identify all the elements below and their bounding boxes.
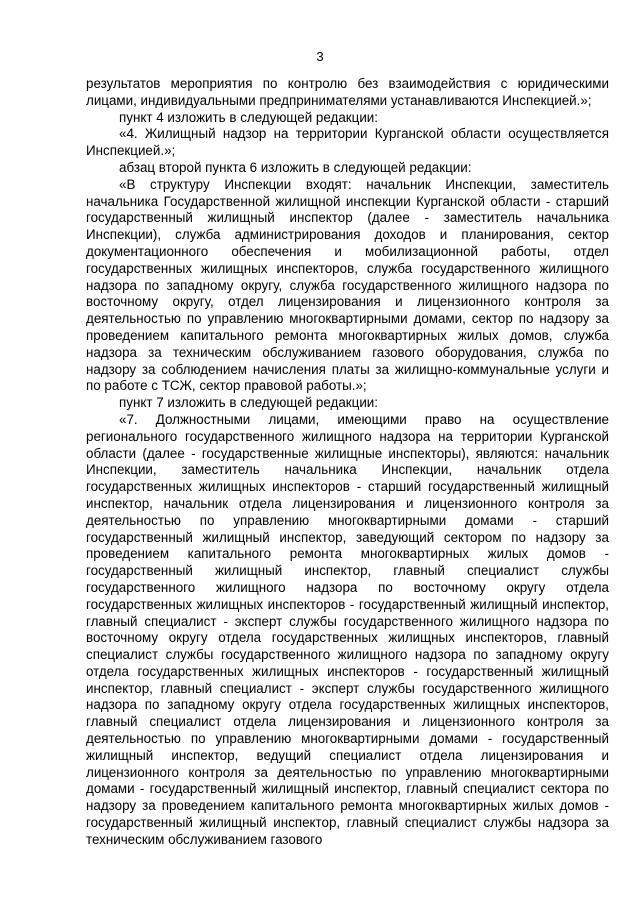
paragraph-inspection-structure: «В структуру Инспекции входят: начальник Инспекции, заместитель начальника Государственной жилищной инспекции Курганской области - старший государственный жилищный инспектор (далее - заместитель начальника Инспекции), служба администрирования доходов и планирования, сектор документационного обеспечения и мобилизационной работы, отдел государственных жилищных инспекторов, служба государственного жилищного надзора по западному округу, служба государственного жилищного надзора по восточному округу, отдел лицензирования и лицензионного контроля за деятельностью по управлению многоквартирными домами, сектор по надзору за проведением капитального ремонта многоквартирных жилых домов, служба надзора за техническим обслуживанием газового оборудования, служба по надзору за соблюдением начисления платы за жилищно-коммунальные услуги и по работе с ТСЖ, сектор правовой работы.»;: [86, 176, 609, 394]
page-number: 3: [316, 49, 324, 64]
paragraph-amend-point-4: пункт 4 изложить в следующей редакции:: [119, 109, 378, 125]
paragraph-amend-point-7: пункт 7 изложить в следующей редакции:: [119, 395, 378, 411]
paragraph-amend-point-6: абзац второй пункта 6 изложить в следующей редакции:: [119, 159, 472, 175]
paragraph-point-7-text: «7. Должностными лицами, имеющими право на осуществление регионального государственного жилищного надзора на территории Курганской области (далее - государственные жилищные инспекторы), являются: начальник Инспекции, заместитель начальника Инспекции, начальник отдела государственных жилищных инспекторов - старший государственный жилищный инспектор, начальник отдела лицензирования и лицензионного контроля за деятельностью по управлению многоквартирными домами - старший государственный жилищный инспектор, заведующий сектором по надзору за проведением капитального ремонта многоквартирных жилых домов - государственный жилищный инспектор, главный специалист службы государственного жилищного надзора по восточному округу отдела государственных жилищных инспекторов - государственный жилищный инспектор, главный специалист - эксперт службы государственного жилищного надзора по восточному округу отдела государственных жилищных инспекторов, главный специалист службы государственного жилищного надзора по западному округу отдела государственных жилищных инспекторов - государственный жилищный инспектор, главный специалист - эксперт службы государственного жилищного надзора по западному округу отдела государственных жилищных инспекторов, главный специалист отдела лицензирования и лицензионного контроля за деятельностью по управлению многоквартирными домами - государственный жилищный инспектор, ведущий специалист отдела лицензирования и лицензионного контроля за деятельностью по управлению многоквартирными домами - государственный жилищный инспектор, главный специалист сектора по надзору за проведением капитального ремонта многоквартирных жилых домов - государственный жилищный инспектор, главный специалист службы надзора за техническим обслуживанием газового: [86, 411, 609, 847]
document-body: [86, 76, 609, 849]
paragraph-point-4-text: «4. Жилищный надзор на территории Курганской области осуществляется Инспекцией.»;: [86, 126, 609, 159]
paragraph-continuation: результатов мероприятия по контролю без взаимодействия с юридическими лицами, индивидуальными предпринимателями устанавливаются Инспекцией.»;: [86, 76, 609, 108]
